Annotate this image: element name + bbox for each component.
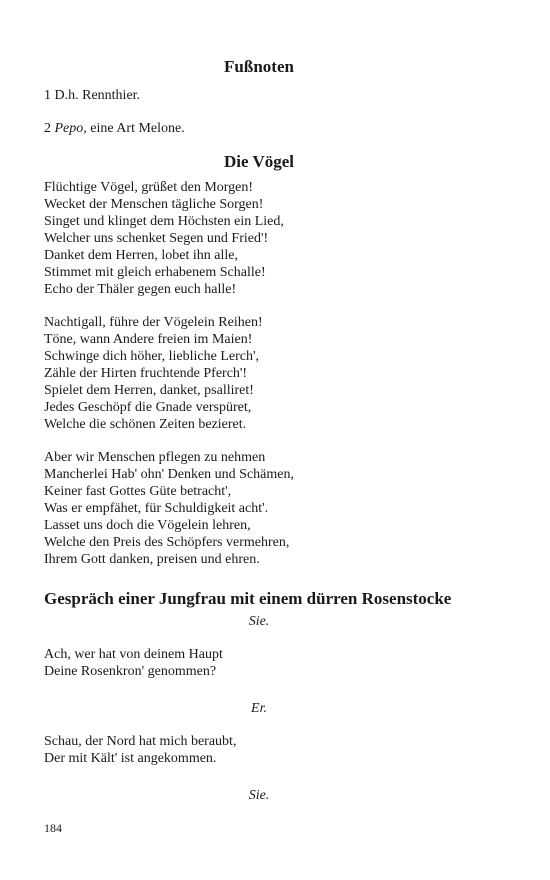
footnote-2 — [44, 120, 474, 137]
footnote-1 — [44, 87, 474, 104]
verse-line: Aber wir Menschen pflegen zu nehmen — [44, 450, 266, 465]
verse-line: Echo der Thäler gegen euch halle! — [44, 282, 237, 297]
verse-line: Was er empfähet, für Schuldigkeit acht'. — [44, 501, 269, 516]
verse-line: Singet und klinget dem Höchsten ein Lied, — [44, 214, 284, 229]
footnote-number: 2 — [44, 121, 51, 136]
footnotes-heading: Fußnoten — [224, 57, 294, 76]
stanza-3 — [44, 449, 474, 568]
verse-line: Ihrem Gott danken, preisen und ehren. — [44, 552, 260, 567]
speaker-label: Sie. — [248, 788, 270, 803]
verse-line: Mancherlei Hab' ohn' Denken und Schämen, — [44, 467, 294, 482]
verse-line: Spielet dem Herren, danket, psalliret! — [44, 383, 254, 398]
verse-line: Welcher uns schenket Segen und Fried'! — [44, 231, 269, 246]
dialogue-stanza-2 — [44, 733, 474, 767]
verse-line: Stimmet mit gleich erhabenem Schalle! — [44, 265, 266, 280]
verse-line: Welche die schönen Zeiten bezieret. — [44, 417, 247, 432]
poem-title-voegel: Die Vögel — [223, 152, 295, 171]
book-page — [44, 56, 474, 804]
verse-line: Welche den Preis des Schöpfers vermehren, — [44, 535, 290, 550]
stanza-1 — [44, 179, 474, 298]
verse-line: Töne, wann Andere freien im Maien! — [44, 332, 253, 347]
verse-line: Flüchtige Vögel, grüßet den Morgen! — [44, 180, 254, 195]
footnote-term: Pepo, — [54, 121, 87, 136]
dialogue-stanza-1 — [44, 646, 474, 680]
stanza-2 — [44, 314, 474, 433]
verse-line: Schau, der Nord hat mich beraubt, — [44, 734, 237, 749]
poem-title-gespraech: Gespräch einer Jungfrau mit einem dürren Rosenstocke — [44, 589, 452, 608]
verse-line: Keiner fast Gottes Güte betracht', — [44, 484, 232, 499]
page-number: 184 — [44, 821, 62, 835]
footnote-text: eine Art Melone. — [90, 121, 185, 136]
speaker-label: Er. — [251, 701, 267, 716]
verse-line: Deine Rosenkron' genommen? — [44, 664, 217, 679]
verse-line: Wecket der Menschen tägliche Sorgen! — [44, 197, 264, 212]
verse-line: Schwinge dich höher, liebliche Lerch', — [44, 349, 259, 364]
verse-line: Ach, wer hat von deinem Haupt — [44, 647, 223, 662]
footnote-text: D.h. Rennthier. — [54, 88, 141, 103]
speaker-label: Sie. — [248, 614, 270, 629]
verse-line: Nachtigall, führe der Vögelein Reihen! — [44, 315, 263, 330]
verse-line: Danket dem Herren, lobet ihn alle, — [44, 248, 238, 263]
footnote-number: 1 — [44, 88, 51, 103]
verse-line: Zähle der Hirten fruchtende Pferch'! — [44, 366, 248, 381]
verse-line: Jedes Geschöpf die Gnade verspüret, — [44, 400, 252, 415]
verse-line: Der mit Kält' ist angekommen. — [44, 751, 217, 766]
verse-line: Lasset uns doch die Vögelein lehren, — [44, 518, 251, 533]
